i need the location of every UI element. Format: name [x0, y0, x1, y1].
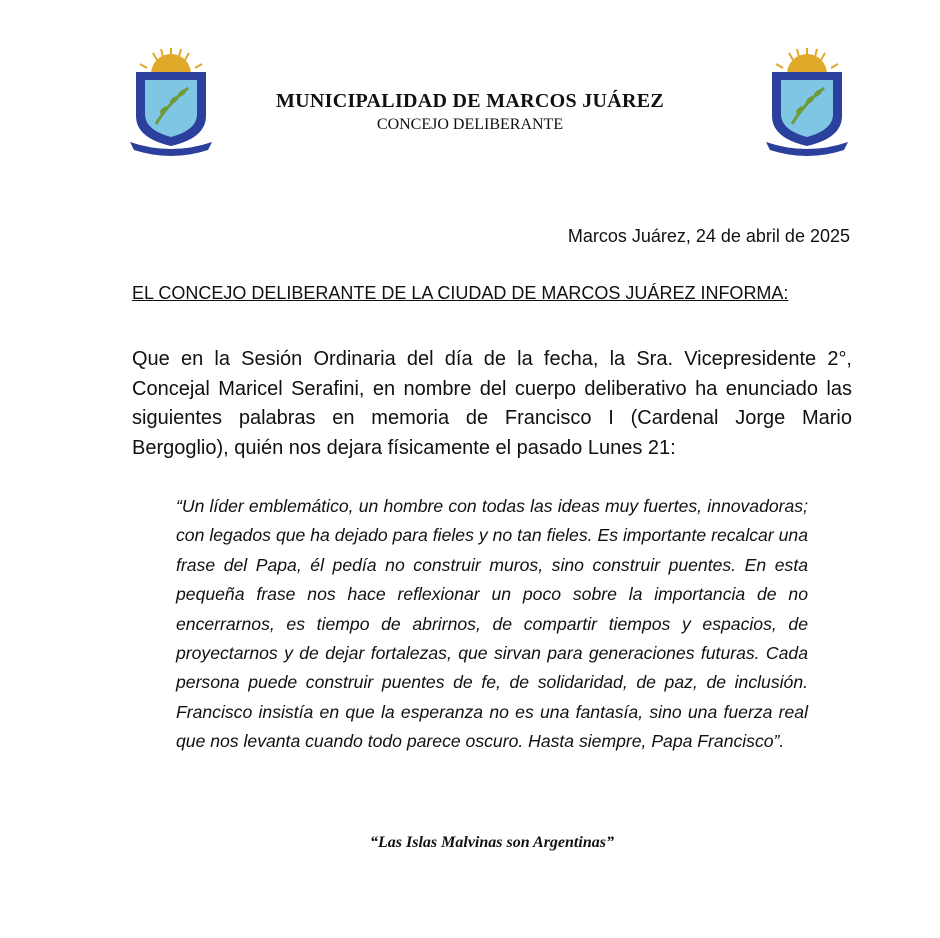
letterhead-subtitle: CONCEJO DELIBERANTE: [376, 116, 564, 133]
body-paragraph: Que en la Sesión Ordinaria del día de la fecha, la Sra. Vicepresidente 2°, Concejal Maricel Serafini, en nombre del cuerpo deliberativo ha enunciado las siguientes palabras en memoria de Francisco I (Cardenal Jorge Mario Bergoglio), quién nos dejara físicamente el pasado Lunes 21:: [132, 348, 852, 459]
document-date: Marcos Juárez, 24 de abril de 2025: [567, 226, 850, 246]
tribute-quote: “Un líder emblemático, un hombre con todas las ideas muy fuertes, innovadoras; con legados que ha dejado para fieles y no tan fieles. Es importante recalcar una frase del Papa, él pedía no construir muros, sino construir puentes. En esta pequeña frase nos hace reflexionar un poco sobre la importancia de no encerrarnos, es tiempo de abrirnos, de compartir tiempos y espacios, de proyectarnos y de dejar fortalezas, que sirvan para generaciones futuras. Cada persona puede construir puentes de fe, de solidaridad, de paz, de inclusión. Francisco insistía en que la esperanza no es una fantasía, sino una fuerza real que nos levanta cuando todo parece oscuro. Hasta siempre, Papa Francisco”.: [176, 496, 808, 752]
letterhead-title: MUNICIPALIDAD DE MARCOS JUÁREZ: [275, 90, 665, 112]
document-heading: EL CONCEJO DELIBERANTE DE LA CIUDAD DE MARCOS JUÁREZ INFORMA:: [132, 283, 789, 303]
footer-motto: “Las Islas Malvinas son Argentinas”: [370, 834, 614, 851]
